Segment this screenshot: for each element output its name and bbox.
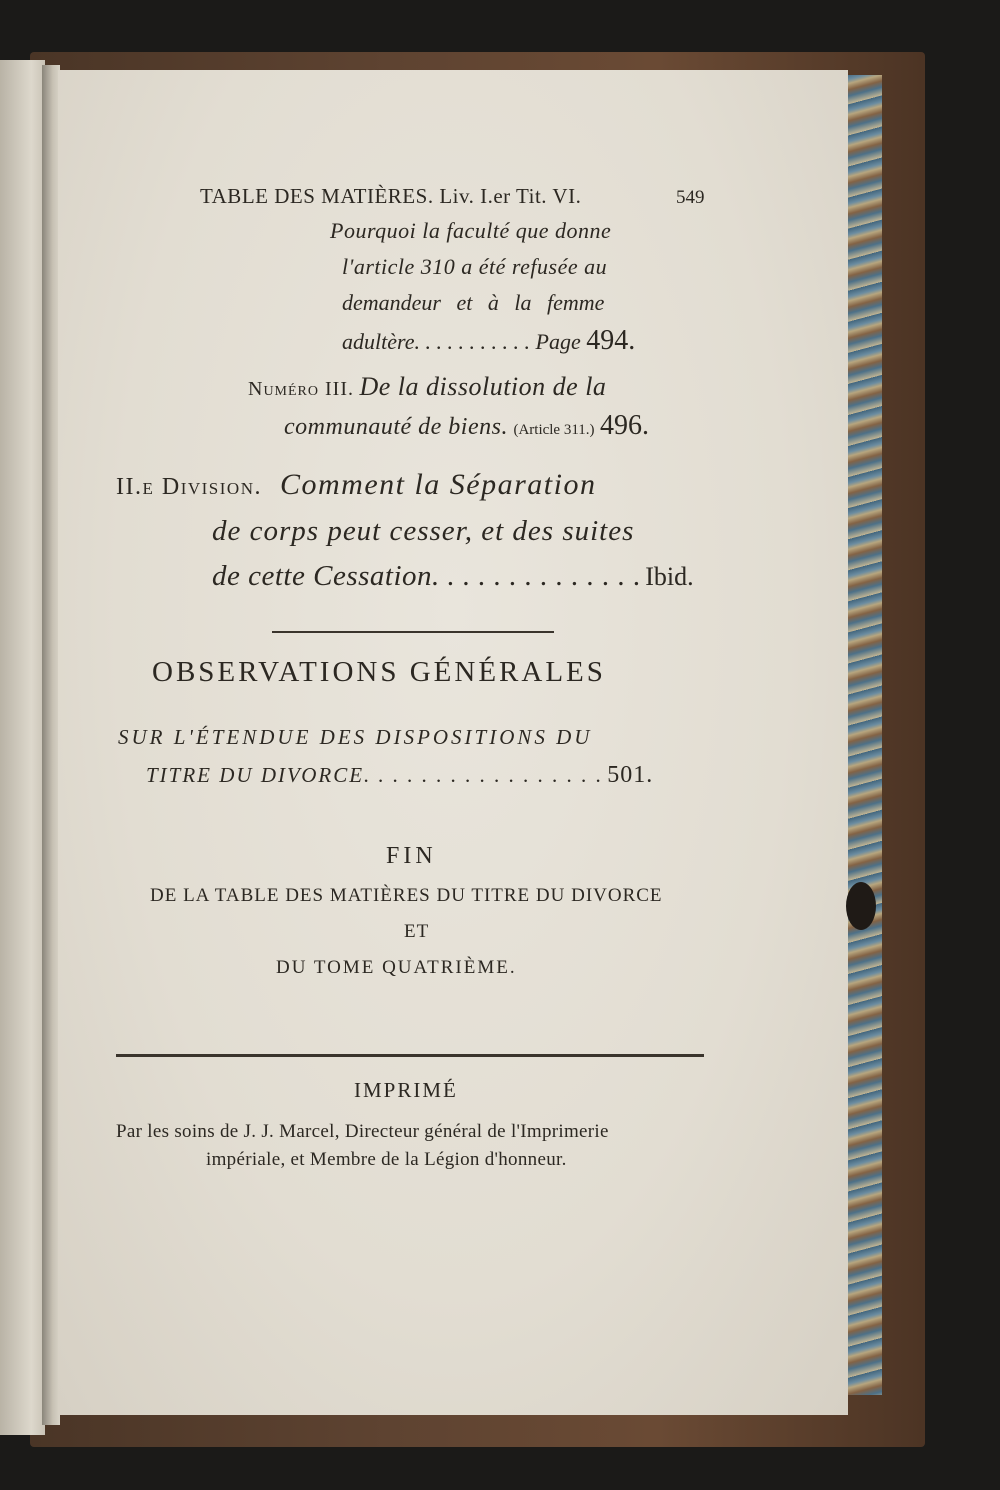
entry-line-2: l'article 310 a été refusée au: [342, 254, 608, 279]
entry-line-1: Pourquoi la faculté que donne: [330, 218, 612, 243]
entry-line-4-text: adultère. . . . . . . . . . . Page: [342, 329, 581, 354]
imprint-rule: [116, 1054, 704, 1057]
observations-line-2-text: TITRE DU DIVORCE. . . . . . . . . . . . . . . . .: [146, 763, 604, 787]
marbled-edge: [842, 75, 882, 1395]
division-heading: [116, 470, 596, 500]
observations-line-2: [146, 763, 653, 787]
fin-line-3: DU TOME QUATRIÈME.: [276, 957, 517, 978]
numero-page: 496.: [600, 410, 650, 441]
entry-line-4: [342, 327, 635, 355]
division-line-3: [212, 562, 694, 591]
running-title: TABLE DES MATIÈRES. Liv. I.er Tit. VI.: [200, 184, 582, 208]
fin-line-2: ET: [404, 921, 430, 942]
division-line-3-text: de cette Cessation. . . . . . . . . . . . . .: [212, 560, 642, 592]
imprint-heading: IMPRIMÉ: [354, 1078, 458, 1102]
ink-stain: [846, 882, 876, 930]
division-label: II.e Division.: [116, 474, 262, 500]
division-page: Ibid.: [645, 562, 694, 591]
numero-cont: communauté de biens.: [284, 414, 508, 440]
imprint-line-2: impériale, et Membre de la Légion d'honneur.: [206, 1149, 567, 1170]
fin-word: FIN: [386, 843, 437, 869]
numero-label: Numéro III.: [248, 378, 354, 400]
observations-line-1: SUR L'ÉTENDUE DES DISPOSITIONS DU: [118, 725, 593, 749]
entry-line-3: demandeur et à la femme: [342, 290, 605, 315]
imprint-line-1: Par les soins de J. J. Marcel, Directeur général de l'Imprimerie: [116, 1121, 609, 1142]
numero-title: De la dissolution de la: [359, 372, 607, 401]
numero-article: (Article 311.): [513, 422, 595, 438]
division-line-2: de corps peut cesser, et des suites: [212, 515, 635, 547]
observations-heading: OBSERVATIONS GÉNÉRALES: [152, 656, 606, 688]
page-number: 549: [676, 187, 705, 208]
observations-page: 501.: [607, 762, 654, 788]
left-page-edge: [0, 60, 45, 1435]
division-title: Comment la Séparation: [279, 468, 597, 501]
numero-continuation: [284, 412, 649, 440]
separator-rule: [272, 631, 554, 633]
numero-heading: [248, 374, 606, 400]
fin-line-1: DE LA TABLE DES MATIÈRES DU TITRE DU DIVORCE: [150, 885, 663, 906]
entry-line-4-page: 494.: [586, 325, 636, 356]
